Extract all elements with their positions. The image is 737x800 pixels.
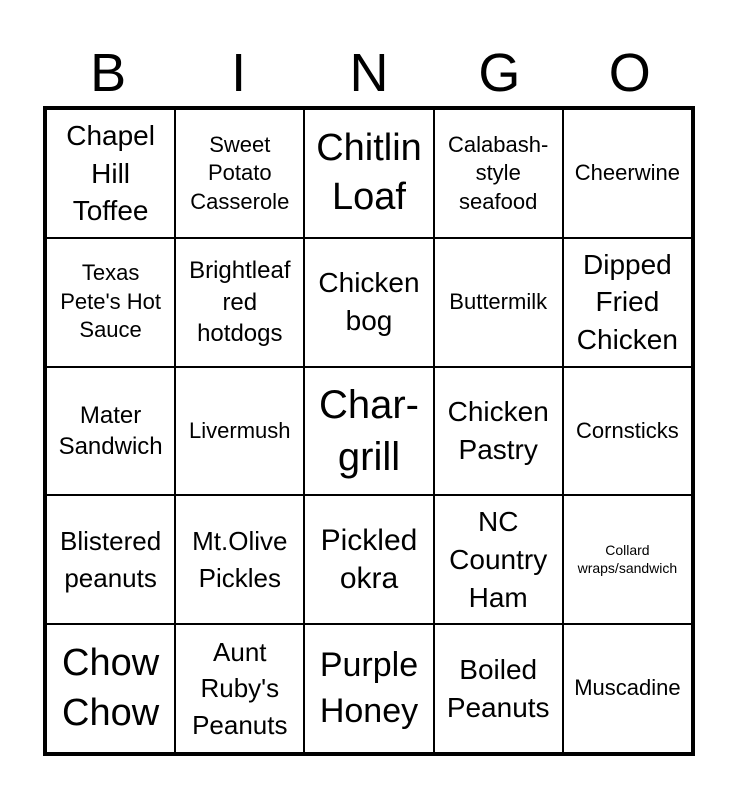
bingo-cell [304, 624, 433, 753]
bingo-cell [304, 238, 433, 367]
cell-text: Livermush [189, 417, 291, 443]
bingo-cell [46, 109, 175, 238]
cell-text: Dipped Fried Chicken [576, 248, 678, 356]
bingo-board [43, 106, 695, 756]
cell-text: Purple Honey [319, 645, 419, 730]
header-letter-b: B [90, 43, 127, 103]
bingo-cell [434, 367, 563, 496]
bingo-cell [175, 109, 304, 238]
cell-text: Blistered peanuts [60, 526, 162, 593]
bingo-cell [304, 495, 433, 624]
bingo-cell [46, 238, 175, 367]
cell-text: Texas Pete's Hot Sauce [60, 260, 161, 343]
bingo-cell [46, 495, 175, 624]
bingo-cell [434, 238, 563, 367]
cell-text: Char-grill [318, 382, 419, 479]
cell-text: Muscadine [574, 675, 681, 701]
cell-text: Cornsticks [576, 417, 679, 443]
cell-text: Pickled okra [320, 524, 418, 595]
header-letter-o: O [608, 43, 651, 103]
cell-text: Boiled Peanuts [446, 653, 550, 723]
cell-text: Chitlin Loaf [316, 127, 422, 219]
cell-text: Collard wraps/sandwich [577, 542, 678, 576]
bingo-cell [434, 495, 563, 624]
bingo-cell [304, 109, 433, 238]
cell-text: Buttermilk [449, 288, 548, 314]
bingo-cell [434, 624, 563, 753]
bingo-cell [46, 624, 175, 753]
cell-text: Mt.Olive Pickles [192, 526, 288, 593]
bingo-cell [563, 495, 692, 624]
header-letter-g: G [478, 43, 521, 103]
cell-text: Cheerwine [574, 160, 680, 186]
cell-text: Sweet Potato Casserole [190, 131, 290, 214]
cell-text: Mater Sandwich [58, 401, 163, 460]
bingo-cell [175, 367, 304, 496]
bingo-cell [563, 109, 692, 238]
cell-text: Chicken bog [318, 267, 420, 337]
bingo-cell [175, 238, 304, 367]
bingo-cell [563, 624, 692, 753]
bingo-header [43, 42, 695, 104]
bingo-cell [563, 238, 692, 367]
header-letter-n: N [349, 43, 389, 103]
cell-text: Brightleaf red hotdogs [189, 257, 291, 347]
bingo-cell [175, 624, 304, 753]
cell-text: Chow Chow [62, 642, 160, 734]
bingo-cell [46, 367, 175, 496]
header-letter-i: I [231, 43, 247, 103]
cell-text: NC Country Ham [449, 506, 548, 613]
bingo-cell [175, 495, 304, 624]
cell-text: Chapel Hill Toffee [66, 119, 155, 227]
cell-text: Aunt Ruby's Peanuts [192, 637, 288, 740]
bingo-cell [304, 367, 433, 496]
cell-text: Chicken Pastry [447, 396, 549, 465]
bingo-cell [563, 367, 692, 496]
cell-text: Calabash-style seafood [448, 131, 549, 214]
bingo-cell [434, 109, 563, 238]
